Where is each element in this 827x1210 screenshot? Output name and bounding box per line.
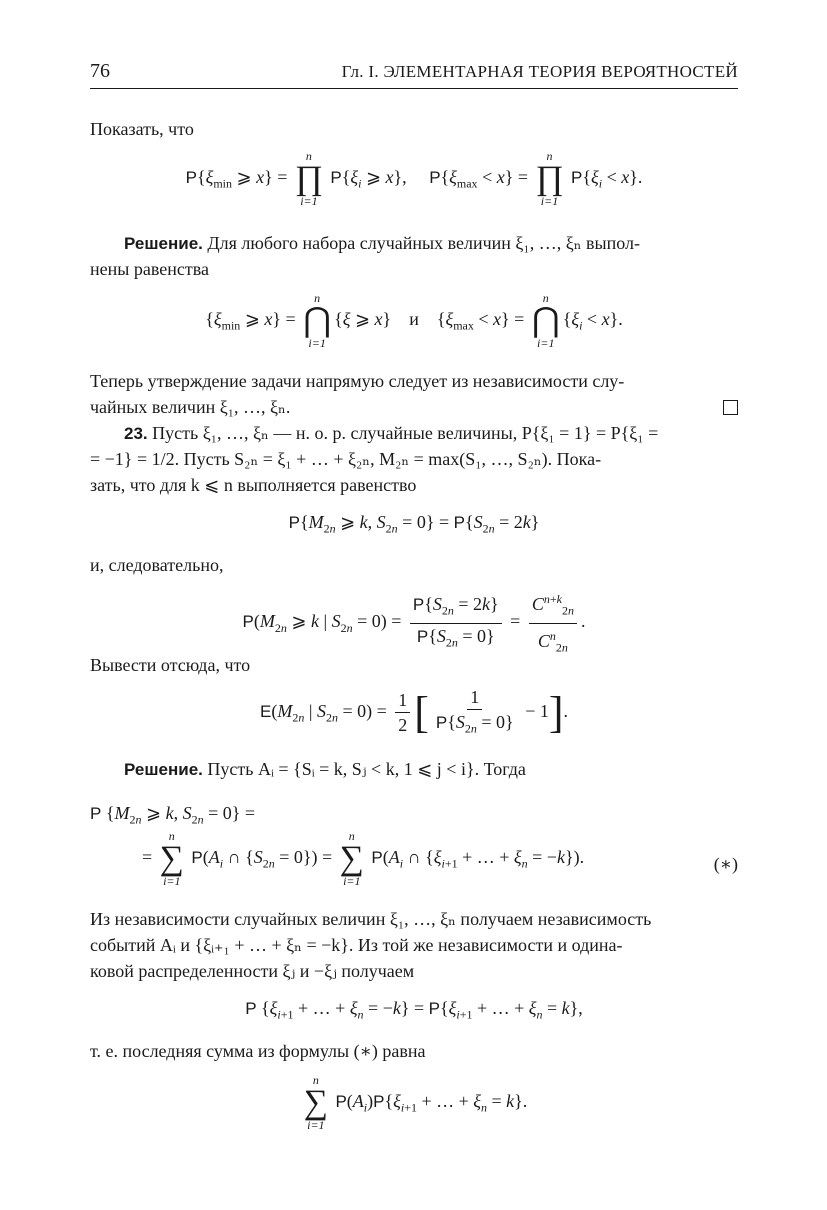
equation-4: $P(M_{2n}$ ⩾ k | $S_{2n} = 0$) = $\frac{P\{S_{2n} = 2k\}}{P\{S_{2n} = 0\}}$ = $\frac{C^{n+k}_{2n}}{C^n_{2n}}$ . <box>90 588 738 658</box>
ie-line: т. е. последняя сумма из формулы (∗) равна <box>90 1041 426 1061</box>
problem-23-line-b: = −1} = 1/2. Пусть S₂ₙ = ξ₁ + … + ξ₂ₙ, M₂ₙ = max(S₁, …, S₂ₙ). Пока- <box>90 449 602 469</box>
intersection-operator: n ⋂ i=1 <box>303 291 332 350</box>
problem-23-line-c: зать, что для k ⩽ n выполняется равенство <box>90 475 417 495</box>
running-title: Гл. I. ЭЛЕМЕНТАРНАЯ ТЕОРИЯ ВЕРОЯТНОСТЕЙ <box>341 62 738 81</box>
sum-operator: n ∑ i=1 <box>159 829 184 888</box>
product-operator: n ∏ i=1 <box>535 149 564 208</box>
solution-2-line: Решение. Пусть Aᵢ = {Sᵢ = k, Sⱼ < k, 1 ⩽ j < i}. Тогда <box>124 759 526 779</box>
equation-2: {$\xi_{min}$ ⩾ x} = n ⋂ i=1 {ξ ⩾ x} и $\{\xi_{max} < x\}$ = n ⋂ i=1 $\{\xi_i < x\}$. <box>205 291 623 350</box>
product-operator: n ∏ i=1 <box>294 149 323 208</box>
show-that-line: Показать, что <box>90 119 194 139</box>
equation-5: $E(M_{2n}$ | $S_{2n} = 0$) = $\frac{1}{2}$ [ $\frac{1}{P\{S_{2n} = 0\}}$ − 1]. <box>260 687 568 737</box>
derive-line: Вывести отсюда, что <box>90 655 251 675</box>
equation-8: n ∑ i=1 $P(A_i)P\{\xi_{i+1}$ + … + $\xi_n = k$}. <box>303 1073 528 1132</box>
equation-6-first-line: P {$M_{2n}$ ⩾ k, $S_{2n} = 0$} = <box>90 803 256 827</box>
solution-1-line-a: Решение. Для любого набора случайных величин ξ₁, …, ξₙ выпол- <box>124 233 640 253</box>
problem-23-line-a: 23. Пусть ξ₁, …, ξₙ — н. о. р. случайные величины, P{ξ₁ = 1} = P{ξ₁ = <box>124 423 659 443</box>
hence-line: и, следовательно, <box>90 555 224 575</box>
independence-line-a: Из независимости случайных величин ξ₁, …, ξₙ получаем независимость <box>90 909 652 929</box>
independence-line-c: ковой распределенности ξⱼ и −ξⱼ получаем <box>90 961 415 981</box>
running-header <box>90 58 738 89</box>
equation-6: = n ∑ i=1 $P(A_i$ ∩ $\{S_{2n} = 0\}$) = n ∑ i=1 $P(A_i$ ∩ {$\xi_{i+1}$ + … + $\xi_n = -k$}). (∗) <box>142 829 738 888</box>
solution-1-line-b: нены равенства <box>90 259 209 279</box>
equation-1: $P\{\xi_{min}$ ⩾ x} = n ∏ i=1 $P\{\xi_i$ ⩾ x}, $P\{\xi_{max} < x\}$ = n ∏ i=1 $P\{\xi_i < x\}$. <box>185 149 643 208</box>
then-line-a: Теперь утверждение задачи напрямую следует из независимости слу- <box>90 371 625 391</box>
intersection-operator: n ⋂ i=1 <box>531 291 560 350</box>
independence-line-b: событий Aᵢ и {ξᵢ₊₁ + … + ξₙ = −k}. Из той же независимости и одина- <box>90 935 623 955</box>
qed-square-icon <box>723 400 738 415</box>
equation-7: P {$\xi_{i+1}$ + … + $\xi_n = -k\} = P\{\xi_{i+1}$ + … + $\xi_n = k$}, <box>245 998 583 1022</box>
equation-3: $P\{M_{2n}$ ⩾ k, $S_{2n} = 0\} = P\{S_{2n} = 2k\}$ <box>288 512 540 536</box>
sum-operator: n ∑ i=1 <box>339 829 364 888</box>
page-number: 76 <box>90 60 110 82</box>
then-line-b: чайных величин ξ₁, …, ξₙ. <box>90 394 738 420</box>
equation-tag: (∗) <box>713 854 738 874</box>
sum-operator: n ∑ i=1 <box>303 1073 328 1132</box>
